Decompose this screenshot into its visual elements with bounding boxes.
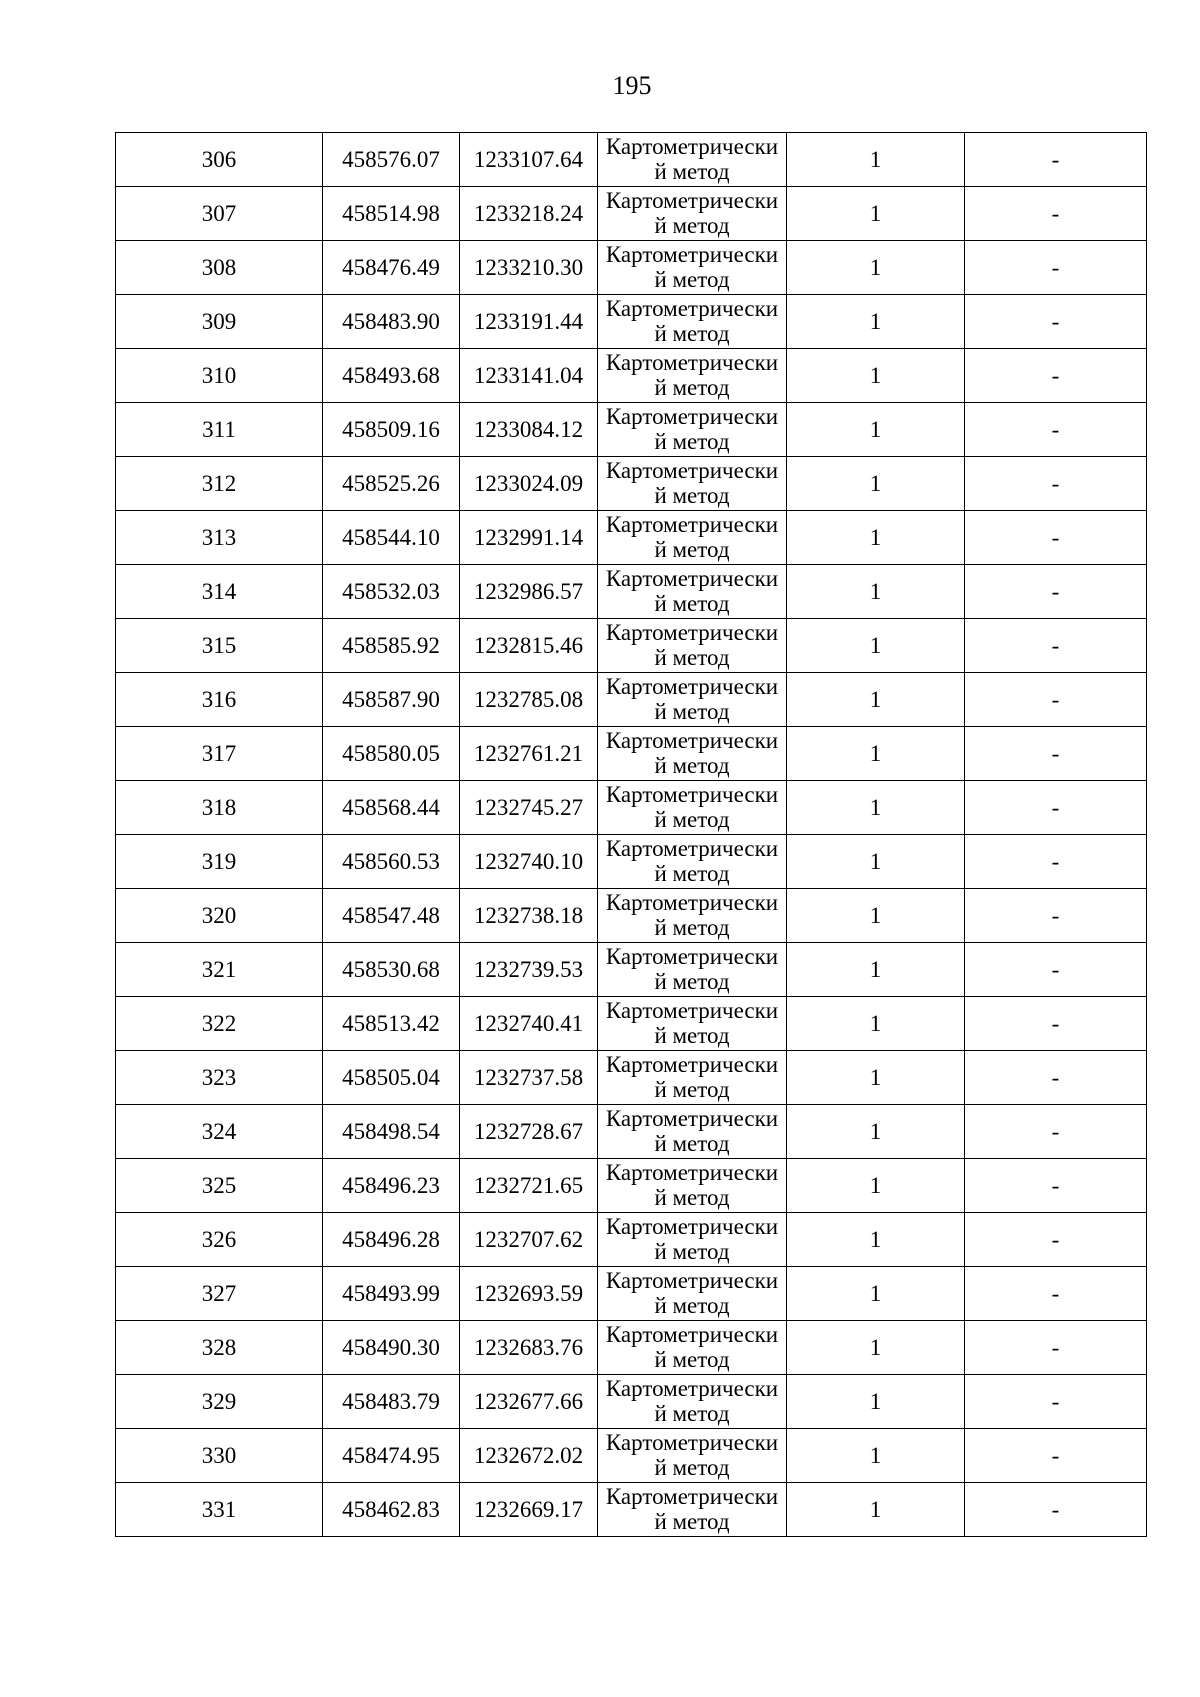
method-line-1: Картометрически [605, 836, 779, 861]
point-number-cell: 318 [116, 781, 323, 835]
note-cell: - [965, 781, 1147, 835]
method-line-2: й метод [654, 969, 730, 994]
method-line-1: Картометрически [605, 944, 779, 969]
point-number-cell: 314 [116, 565, 323, 619]
point-number-cell: 322 [116, 997, 323, 1051]
x-coordinate-cell: 458525.26 [323, 457, 460, 511]
accuracy-cell: 1 [787, 781, 965, 835]
x-coordinate-cell: 458585.92 [323, 619, 460, 673]
table-row [116, 1321, 1147, 1375]
point-number-cell: 309 [116, 295, 323, 349]
point-number-cell: 329 [116, 1375, 323, 1429]
method-line-1: Картометрически [605, 620, 779, 645]
method-cell [598, 835, 787, 889]
accuracy-cell: 1 [787, 241, 965, 295]
x-coordinate-cell: 458532.03 [323, 565, 460, 619]
table-row [116, 511, 1147, 565]
method-line-2: й метод [654, 1185, 730, 1210]
method-cell [598, 997, 787, 1051]
accuracy-cell: 1 [787, 1159, 965, 1213]
point-number-cell: 307 [116, 187, 323, 241]
method-line-2: й метод [654, 375, 730, 400]
coordinates-table [115, 132, 1147, 1537]
y-coordinate-cell: 1233210.30 [460, 241, 598, 295]
x-coordinate-cell: 458493.99 [323, 1267, 460, 1321]
note-cell: - [965, 835, 1147, 889]
method-line-2: й метод [654, 645, 730, 670]
note-cell: - [965, 511, 1147, 565]
method-line-2: й метод [654, 753, 730, 778]
method-line-2: й метод [654, 1023, 730, 1048]
y-coordinate-cell: 1233024.09 [460, 457, 598, 511]
point-number-cell: 327 [116, 1267, 323, 1321]
x-coordinate-cell: 458483.79 [323, 1375, 460, 1429]
y-coordinate-cell: 1233218.24 [460, 187, 598, 241]
method-line-1: Картометрически [605, 1106, 779, 1131]
point-number-cell: 319 [116, 835, 323, 889]
table-row [116, 349, 1147, 403]
note-cell: - [965, 997, 1147, 1051]
note-cell: - [965, 1321, 1147, 1375]
accuracy-cell: 1 [787, 457, 965, 511]
table-row [116, 727, 1147, 781]
point-number-cell: 313 [116, 511, 323, 565]
note-cell: - [965, 133, 1147, 187]
accuracy-cell: 1 [787, 997, 965, 1051]
x-coordinate-cell: 458476.49 [323, 241, 460, 295]
method-line-1: Картометрически [605, 350, 779, 375]
note-cell: - [965, 1105, 1147, 1159]
accuracy-cell: 1 [787, 1267, 965, 1321]
y-coordinate-cell: 1233141.04 [460, 349, 598, 403]
point-number-cell: 306 [116, 133, 323, 187]
method-cell [598, 511, 787, 565]
method-cell [598, 1105, 787, 1159]
y-coordinate-cell: 1232693.59 [460, 1267, 598, 1321]
table-row [116, 997, 1147, 1051]
y-coordinate-cell: 1232707.62 [460, 1213, 598, 1267]
method-line-1: Картометрически [605, 1052, 779, 1077]
point-number-cell: 311 [116, 403, 323, 457]
y-coordinate-cell: 1232761.21 [460, 727, 598, 781]
y-coordinate-cell: 1232740.41 [460, 997, 598, 1051]
y-coordinate-cell: 1232740.10 [460, 835, 598, 889]
method-line-1: Картометрически [605, 1268, 779, 1293]
note-cell: - [965, 1213, 1147, 1267]
point-number-cell: 321 [116, 943, 323, 997]
method-cell [598, 457, 787, 511]
note-cell: - [965, 673, 1147, 727]
note-cell: - [965, 943, 1147, 997]
point-number-cell: 328 [116, 1321, 323, 1375]
note-cell: - [965, 1375, 1147, 1429]
y-coordinate-cell: 1232739.53 [460, 943, 598, 997]
note-cell: - [965, 727, 1147, 781]
y-coordinate-cell: 1232683.76 [460, 1321, 598, 1375]
table-row [116, 673, 1147, 727]
method-line-2: й метод [654, 1401, 730, 1426]
x-coordinate-cell: 458513.42 [323, 997, 460, 1051]
accuracy-cell: 1 [787, 133, 965, 187]
x-coordinate-cell: 458496.28 [323, 1213, 460, 1267]
method-line-1: Картометрически [605, 134, 779, 159]
table-row [116, 187, 1147, 241]
method-cell [598, 403, 787, 457]
table-row [116, 1267, 1147, 1321]
x-coordinate-cell: 458547.48 [323, 889, 460, 943]
method-cell [598, 295, 787, 349]
y-coordinate-cell: 1232815.46 [460, 619, 598, 673]
table-row [116, 835, 1147, 889]
point-number-cell: 330 [116, 1429, 323, 1483]
method-line-1: Картометрически [605, 1160, 779, 1185]
note-cell: - [965, 1051, 1147, 1105]
method-line-1: Картометрически [605, 512, 779, 537]
method-cell [598, 1321, 787, 1375]
x-coordinate-cell: 458462.83 [323, 1483, 460, 1537]
accuracy-cell: 1 [787, 187, 965, 241]
y-coordinate-cell: 1232745.27 [460, 781, 598, 835]
method-cell [598, 1429, 787, 1483]
method-cell [598, 565, 787, 619]
method-line-2: й метод [654, 321, 730, 346]
x-coordinate-cell: 458496.23 [323, 1159, 460, 1213]
x-coordinate-cell: 458530.68 [323, 943, 460, 997]
method-cell [598, 673, 787, 727]
accuracy-cell: 1 [787, 727, 965, 781]
y-coordinate-cell: 1232737.58 [460, 1051, 598, 1105]
method-line-2: й метод [654, 1293, 730, 1318]
method-line-2: й метод [654, 1509, 730, 1534]
accuracy-cell: 1 [787, 403, 965, 457]
table-row [116, 1375, 1147, 1429]
accuracy-cell: 1 [787, 835, 965, 889]
note-cell: - [965, 889, 1147, 943]
x-coordinate-cell: 458544.10 [323, 511, 460, 565]
table-row [116, 295, 1147, 349]
method-cell [598, 781, 787, 835]
x-coordinate-cell: 458514.98 [323, 187, 460, 241]
table-row [116, 241, 1147, 295]
x-coordinate-cell: 458490.30 [323, 1321, 460, 1375]
accuracy-cell: 1 [787, 889, 965, 943]
accuracy-cell: 1 [787, 511, 965, 565]
point-number-cell: 320 [116, 889, 323, 943]
method-cell [598, 943, 787, 997]
note-cell: - [965, 295, 1147, 349]
method-cell [598, 349, 787, 403]
method-cell [598, 1375, 787, 1429]
method-line-1: Картометрически [605, 1430, 779, 1455]
table-row [116, 133, 1147, 187]
table-row [116, 889, 1147, 943]
note-cell: - [965, 565, 1147, 619]
y-coordinate-cell: 1233191.44 [460, 295, 598, 349]
table-row [116, 1051, 1147, 1105]
note-cell: - [965, 457, 1147, 511]
method-cell [598, 889, 787, 943]
method-line-2: й метод [654, 483, 730, 508]
note-cell: - [965, 1429, 1147, 1483]
x-coordinate-cell: 458498.54 [323, 1105, 460, 1159]
point-number-cell: 317 [116, 727, 323, 781]
method-line-2: й метод [654, 807, 730, 832]
accuracy-cell: 1 [787, 565, 965, 619]
table-row [116, 1429, 1147, 1483]
point-number-cell: 310 [116, 349, 323, 403]
note-cell: - [965, 1159, 1147, 1213]
note-cell: - [965, 403, 1147, 457]
method-line-1: Картометрически [605, 1484, 779, 1509]
point-number-cell: 331 [116, 1483, 323, 1537]
y-coordinate-cell: 1232728.67 [460, 1105, 598, 1159]
method-line-2: й метод [654, 1131, 730, 1156]
method-line-2: й метод [654, 537, 730, 562]
method-line-2: й метод [654, 213, 730, 238]
table-row [116, 1483, 1147, 1537]
method-line-1: Картометрически [605, 1214, 779, 1239]
method-line-1: Картометрически [605, 782, 779, 807]
method-cell [598, 133, 787, 187]
table-row [116, 619, 1147, 673]
method-cell [598, 1483, 787, 1537]
x-coordinate-cell: 458580.05 [323, 727, 460, 781]
y-coordinate-cell: 1232991.14 [460, 511, 598, 565]
method-cell [598, 187, 787, 241]
method-cell [598, 1159, 787, 1213]
x-coordinate-cell: 458587.90 [323, 673, 460, 727]
note-cell: - [965, 241, 1147, 295]
method-line-2: й метод [654, 915, 730, 940]
method-line-2: й метод [654, 429, 730, 454]
y-coordinate-cell: 1232721.65 [460, 1159, 598, 1213]
x-coordinate-cell: 458576.07 [323, 133, 460, 187]
y-coordinate-cell: 1232986.57 [460, 565, 598, 619]
method-line-2: й метод [654, 1239, 730, 1264]
x-coordinate-cell: 458560.53 [323, 835, 460, 889]
page-number: 195 [612, 71, 652, 100]
note-cell: - [965, 619, 1147, 673]
table-row [116, 403, 1147, 457]
accuracy-cell: 1 [787, 1429, 965, 1483]
table-body [116, 133, 1147, 1537]
method-line-1: Картометрически [605, 242, 779, 267]
method-line-2: й метод [654, 699, 730, 724]
method-line-2: й метод [654, 1077, 730, 1102]
y-coordinate-cell: 1232669.17 [460, 1483, 598, 1537]
point-number-cell: 312 [116, 457, 323, 511]
method-line-1: Картометрически [605, 728, 779, 753]
point-number-cell: 323 [116, 1051, 323, 1105]
x-coordinate-cell: 458568.44 [323, 781, 460, 835]
y-coordinate-cell: 1233084.12 [460, 403, 598, 457]
note-cell: - [965, 1483, 1147, 1537]
x-coordinate-cell: 458483.90 [323, 295, 460, 349]
point-number-cell: 316 [116, 673, 323, 727]
accuracy-cell: 1 [787, 943, 965, 997]
method-line-2: й метод [654, 267, 730, 292]
method-line-1: Картометрически [605, 1322, 779, 1347]
point-number-cell: 315 [116, 619, 323, 673]
method-cell [598, 619, 787, 673]
method-line-1: Картометрически [605, 998, 779, 1023]
method-line-1: Картометрически [605, 458, 779, 483]
method-cell [598, 1051, 787, 1105]
accuracy-cell: 1 [787, 1213, 965, 1267]
method-line-2: й метод [654, 1347, 730, 1372]
accuracy-cell: 1 [787, 619, 965, 673]
accuracy-cell: 1 [787, 1051, 965, 1105]
point-number-cell: 325 [116, 1159, 323, 1213]
y-coordinate-cell: 1232672.02 [460, 1429, 598, 1483]
accuracy-cell: 1 [787, 1483, 965, 1537]
point-number-cell: 326 [116, 1213, 323, 1267]
table-row [116, 1105, 1147, 1159]
table-row [116, 781, 1147, 835]
x-coordinate-cell: 458493.68 [323, 349, 460, 403]
y-coordinate-cell: 1232738.18 [460, 889, 598, 943]
accuracy-cell: 1 [787, 1321, 965, 1375]
table-row [116, 943, 1147, 997]
method-cell [598, 727, 787, 781]
note-cell: - [965, 1267, 1147, 1321]
method-line-1: Картометрически [605, 404, 779, 429]
method-line-2: й метод [654, 159, 730, 184]
method-line-2: й метод [654, 591, 730, 616]
point-number-cell: 324 [116, 1105, 323, 1159]
y-coordinate-cell: 1233107.64 [460, 133, 598, 187]
note-cell: - [965, 349, 1147, 403]
method-cell [598, 1267, 787, 1321]
table-row [116, 457, 1147, 511]
accuracy-cell: 1 [787, 1105, 965, 1159]
method-line-2: й метод [654, 861, 730, 886]
method-cell [598, 1213, 787, 1267]
x-coordinate-cell: 458505.04 [323, 1051, 460, 1105]
method-line-1: Картометрически [605, 890, 779, 915]
method-line-1: Картометрически [605, 1376, 779, 1401]
x-coordinate-cell: 458509.16 [323, 403, 460, 457]
point-number-cell: 308 [116, 241, 323, 295]
method-line-1: Картометрически [605, 674, 779, 699]
table-row [116, 1213, 1147, 1267]
y-coordinate-cell: 1232785.08 [460, 673, 598, 727]
y-coordinate-cell: 1232677.66 [460, 1375, 598, 1429]
method-line-1: Картометрически [605, 566, 779, 591]
method-line-1: Картометрически [605, 296, 779, 321]
accuracy-cell: 1 [787, 295, 965, 349]
accuracy-cell: 1 [787, 349, 965, 403]
note-cell: - [965, 187, 1147, 241]
method-line-1: Картометрически [605, 188, 779, 213]
accuracy-cell: 1 [787, 1375, 965, 1429]
method-line-2: й метод [654, 1455, 730, 1480]
method-cell [598, 241, 787, 295]
x-coordinate-cell: 458474.95 [323, 1429, 460, 1483]
table-row [116, 1159, 1147, 1213]
accuracy-cell: 1 [787, 673, 965, 727]
table-row [116, 565, 1147, 619]
